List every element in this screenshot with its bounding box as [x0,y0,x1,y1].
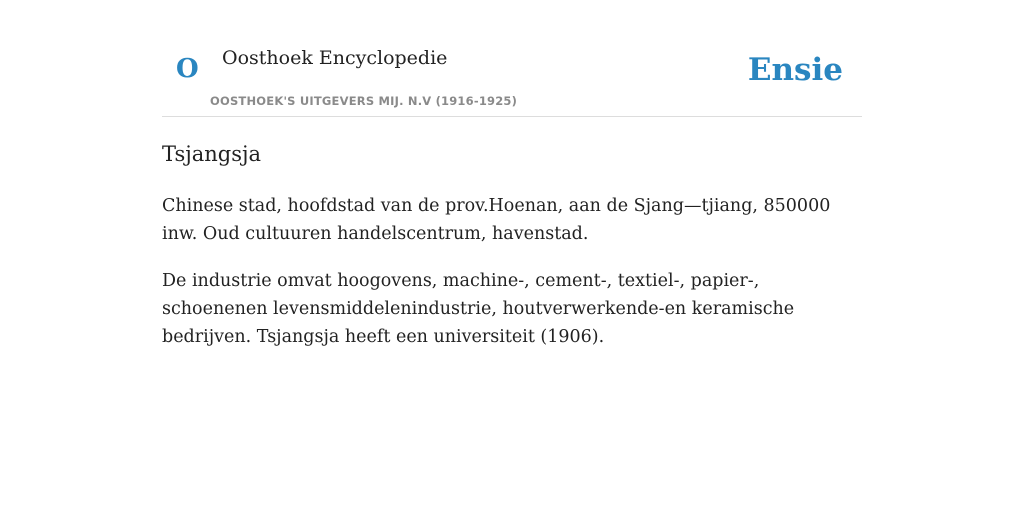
brand-logo[interactable]: Ensie [747,52,843,88]
site-logo-icon[interactable]: O [176,54,199,84]
article-paragraph: Chinese stad, hoofdstad van de prov.Hoenan, aan de Sjang—tjiang, 850000 inw. Oud cultuuren handelscentrum, havenstad. [162,196,831,244]
publisher-subtitle: OOSTHOEK'S UITGEVERS MIJ. N.V (1916-1925) [210,94,518,108]
site-title[interactable]: Oosthoek Encyclopedie [222,47,448,69]
article-title: Tsjangsja [162,142,262,166]
article [162,138,862,351]
article-paragraph: De industrie omvat hoogovens, machine-, cement-, textiel-, papier-, schoenenen levensmiddelenindustrie, houtverwerkende-en keramische bedrijven. Tsjangsja heeft een universiteit (1906). [162,271,795,347]
site-header [162,0,862,117]
